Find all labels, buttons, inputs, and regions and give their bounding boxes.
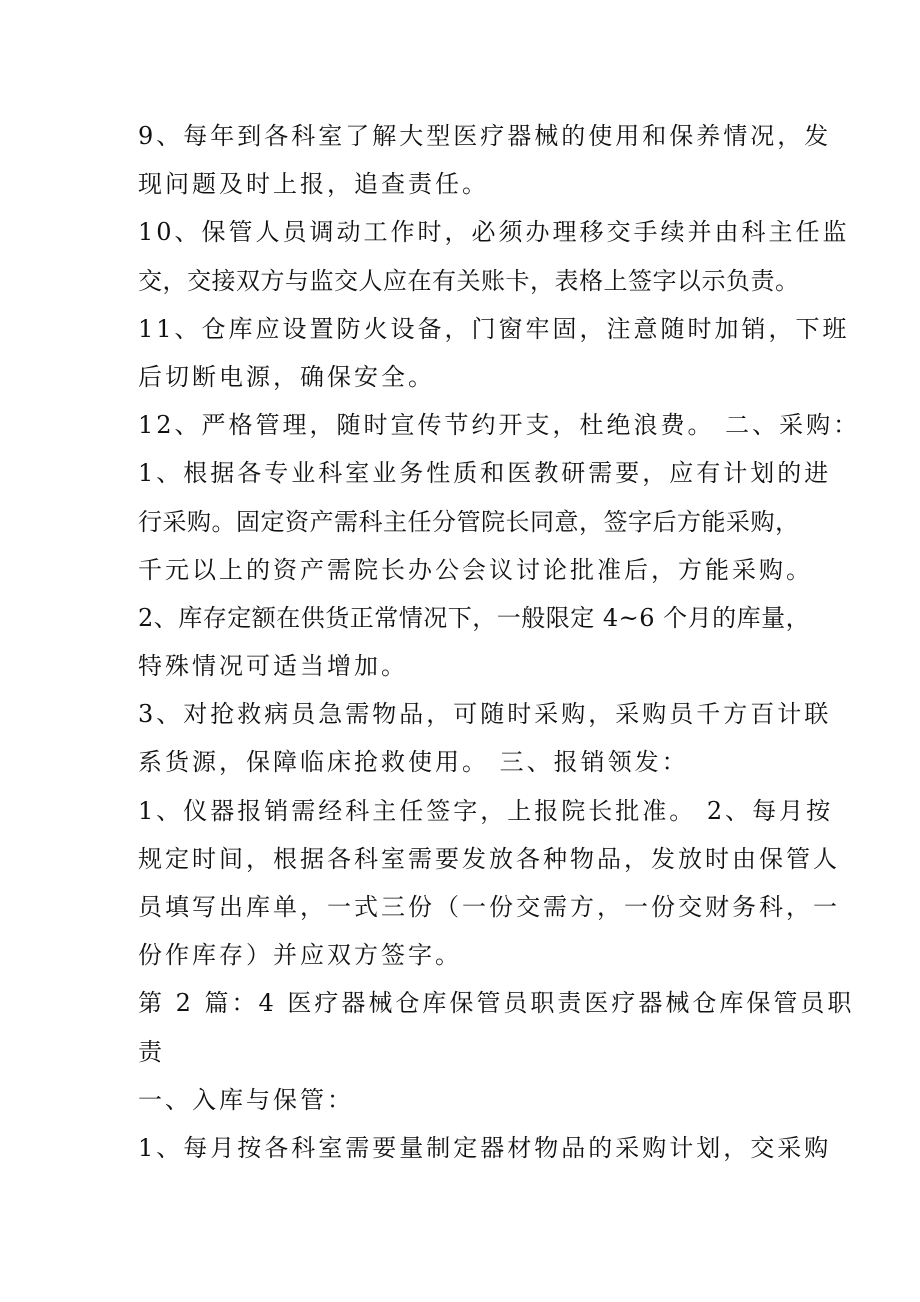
- section-heading: 第 2 篇：4 医疗器械仓库保管员职责医疗器械仓库保管员职: [138, 989, 855, 1018]
- text-line: 1、根据各专业科室业务性质和医教研需要，应有计划的进: [138, 459, 832, 488]
- text-line: 11、仓库应设置防火设备，门窗牢固，注意随时加销，下班: [138, 314, 850, 343]
- text-line: 员填写出库单，一式三份（一份交需方，一份交财务科，一: [138, 893, 840, 921]
- text-line: 行采购。固定资产需科主任分管院长同意，签字后方能采购，: [138, 507, 800, 536]
- text-line: 3、对抢救病员急需物品，可随时采购，采购员千方百计联: [138, 700, 832, 729]
- text-line: 12、严格管理，随时宣传节约开支，杜绝浪费。 二、采购：: [138, 411, 861, 440]
- subsection-heading: 一、入库与保管：: [138, 1085, 354, 1114]
- document-body: [138, 112, 861, 1172]
- text-line: 千元以上的资产需院长办公会议讨论批准后，方能采购。: [138, 555, 813, 584]
- text-line: 现问题及时上报，追查责任。: [138, 170, 489, 199]
- text-line: 9、每年到各科室了解大型医疗器械的使用和保养情况，发: [138, 122, 832, 150]
- text-line: 特殊情况可适当增加。: [138, 652, 408, 681]
- text-line: 交，交接双方与监交人应在有关账卡，表格上签字以示负责。: [138, 266, 800, 295]
- section-heading: 责: [138, 1037, 165, 1066]
- text-line: 1、每月按各科室需要量制定器材物品的采购计划，交采购: [138, 1133, 832, 1162]
- text-line: 10、保管人员调动工作时，必须办理移交手续并由科主任监: [138, 218, 850, 247]
- text-line: 规定时间，根据各科室需要发放各种物品，发放时由保管人: [138, 844, 840, 873]
- text-line: 系货源，保障临床抢救使用。 三、报销领发：: [138, 748, 689, 777]
- text-line: 2、库存定额在供货正常情况下，一般限定 4~6 个月的库量，: [138, 603, 811, 632]
- text-line: 后切断电源，确保安全。: [138, 362, 435, 391]
- text-line: 份作库存）并应双方签字。: [138, 941, 462, 970]
- text-line: 1、仪器报销需经科主任签字，上报院长批准。 2、每月按: [138, 796, 834, 825]
